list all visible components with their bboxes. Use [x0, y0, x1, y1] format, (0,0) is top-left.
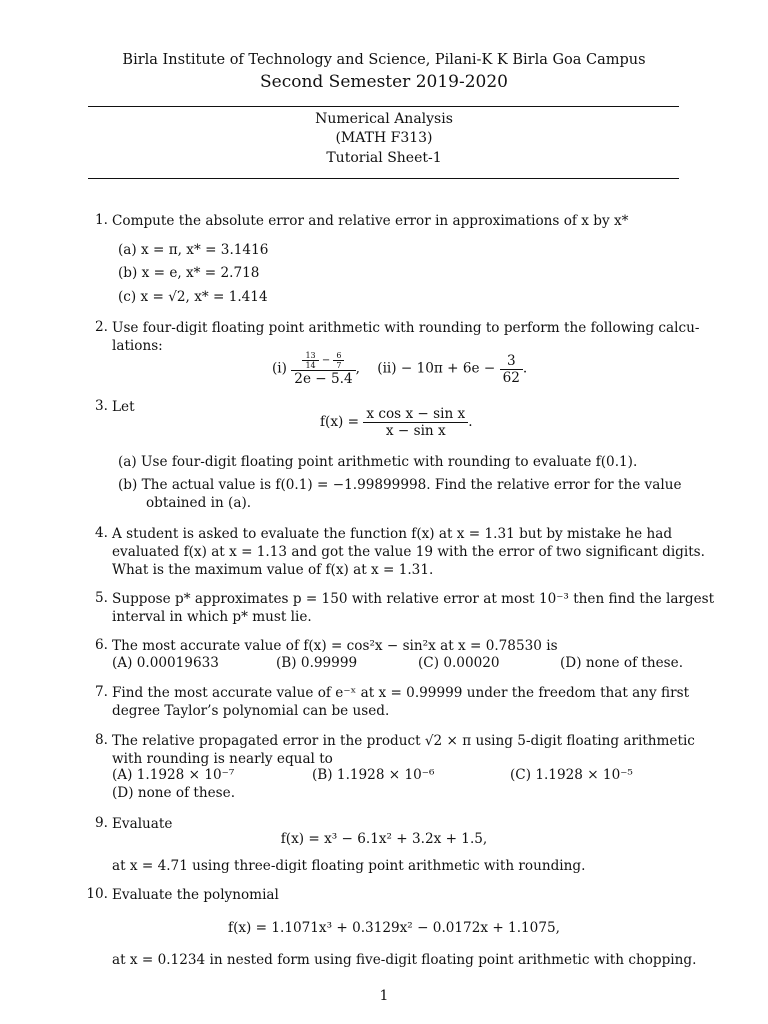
q8-option-b: (B) 1.1928 × 10⁻⁶: [312, 767, 435, 783]
q10-number: 10.: [86, 886, 108, 902]
q2-ii-fraction: [500, 353, 523, 386]
q8-number: 8.: [95, 732, 108, 748]
q2-i-denominator: 2e − 5.4: [294, 371, 353, 387]
q4-line3: What is the maximum value of f(x) at x = 1.31.: [112, 562, 434, 578]
q9-equation: f(x) = x³ − 6.1x² + 3.2x + 1.5,: [280, 831, 488, 847]
q2-ii-denominator: 62: [502, 369, 520, 386]
q8-option-d: (D) none of these.: [112, 785, 236, 801]
q3-equation: f(x) = $\frac{\text{x cos x − sin x}}{\text{x − sin x}}$ .: [320, 406, 473, 439]
q6-option-a: (A) 0.00019633: [112, 655, 219, 671]
q8-line2: with rounding is nearly equal to: [112, 751, 333, 767]
sheet-title: Tutorial Sheet-1: [326, 150, 442, 166]
q8-line1: The relative propagated error in the product √2 × π using 5-digit floating arithmetic: [112, 733, 695, 749]
q9-line1: Evaluate: [112, 816, 173, 832]
q6-option-c: (C) 0.00020: [418, 655, 500, 671]
q1-number: 1.: [95, 212, 108, 228]
q3-part-b-line2: obtained in (a).: [146, 495, 252, 511]
q1-part-a: (a) x = π, x* = 3.1416: [118, 242, 269, 258]
q2-ii-label: (ii) − 10π + 6e −: [377, 360, 496, 377]
q9-number: 9.: [95, 815, 108, 831]
q3-fx: f(x) =: [320, 414, 360, 430]
q6-line1: The most accurate value of f(x) = cos²x − sin²x at x = 0.78530 is: [112, 638, 558, 654]
q1-part-b: (b) x = e, x* = 2.718: [118, 265, 260, 281]
q5-line1: Suppose p* approximates p = 150 with relative error at most 10⁻³ then find the largest: [112, 591, 715, 607]
page-number: 1: [379, 988, 389, 1004]
q2-i-num-c: 6: [333, 351, 344, 361]
q10-line2: at x = 0.1234 in nested form using five-digit floating point arithmetic with chopping.: [112, 952, 697, 968]
q2-i-num-d: 7: [336, 361, 342, 370]
top-rule: [88, 106, 679, 107]
q3-part-b-line1: (b) The actual value is f(0.1) = −1.99899998. Find the relative error for the value: [118, 477, 682, 493]
q6-option-d: (D) none of these.: [560, 655, 684, 671]
q7-line1: Find the most accurate value of e⁻ˣ at x = 0.99999 under the freedom that any first: [112, 685, 690, 701]
semester-title: Second Semester 2019-2020: [259, 72, 508, 92]
q4-line1: A student is asked to evaluate the function f(x) at x = 1.31 but by mistake he had: [112, 526, 673, 542]
q4-number: 4.: [95, 525, 108, 541]
q2-ii-numerator: 3: [500, 353, 523, 370]
q5-line2: interval in which p* must lie.: [112, 609, 312, 625]
q10-line1: Evaluate the polynomial: [112, 887, 279, 903]
institute-name: Birla Institute of Technology and Science, Pilani-K K Birla Goa Campus: [122, 52, 646, 68]
q4-line2: evaluated f(x) at x = 1.13 and got the value 19 with the error of two significant digits.: [112, 544, 705, 560]
q3-denominator: x − sin x: [385, 423, 446, 439]
q3-number: 3.: [95, 398, 108, 414]
q3-let: Let: [112, 399, 135, 415]
q2-line1: Use four-digit floating point arithmetic with rounding to perform the following calcu-: [112, 320, 700, 336]
q2-i-num-a: 13: [302, 351, 318, 361]
q8-option-c: (C) 1.1928 × 10⁻⁵: [510, 767, 633, 783]
q10-equation: f(x) = 1.1071x³ + 0.3129x² − 0.0172x + 1.1075,: [228, 920, 560, 936]
q2-i-fraction: $\frac{13}{14}$ − $\frac{6}{7}$ 2e − 5.4: [291, 351, 355, 387]
course-name: Numerical Analysis: [315, 111, 453, 127]
q2-number: 2.: [95, 319, 108, 335]
q2-line2: lations:: [112, 338, 163, 354]
q2-i-label: (i): [272, 360, 287, 377]
q1-part-c: (c) x = √2, x* = 1.414: [118, 289, 268, 305]
q2-i-num-b: 14: [305, 361, 316, 370]
q5-number: 5.: [95, 590, 108, 606]
bottom-rule: [88, 178, 679, 179]
q9-line2: at x = 4.71 using three-digit floating point arithmetic with rounding.: [112, 858, 586, 874]
q8-option-a: (A) 1.1928 × 10⁻⁷: [112, 767, 235, 783]
course-code: (MATH F313): [335, 130, 433, 146]
q6-option-b: (B) 0.99999: [276, 655, 358, 671]
q1-text: Compute the absolute error and relative error in approximations of x by x*: [112, 213, 629, 229]
q3-part-a: (a) Use four-digit floating point arithmetic with rounding to evaluate f(0.1).: [118, 454, 638, 470]
q3-numerator: x cos x − sin x: [363, 406, 468, 423]
q2-equation: (i) $\frac{13}{14}$ − $\frac{6}{7}$ 2e − 5.4 , (ii) − 10π + 6e − $\frac{3}{62}$ .: [272, 351, 528, 387]
q3-fraction: [363, 406, 468, 439]
q7-line2: degree Taylor’s polynomial can be used.: [112, 703, 390, 719]
q7-number: 7.: [95, 684, 108, 700]
q6-number: 6.: [95, 637, 108, 653]
